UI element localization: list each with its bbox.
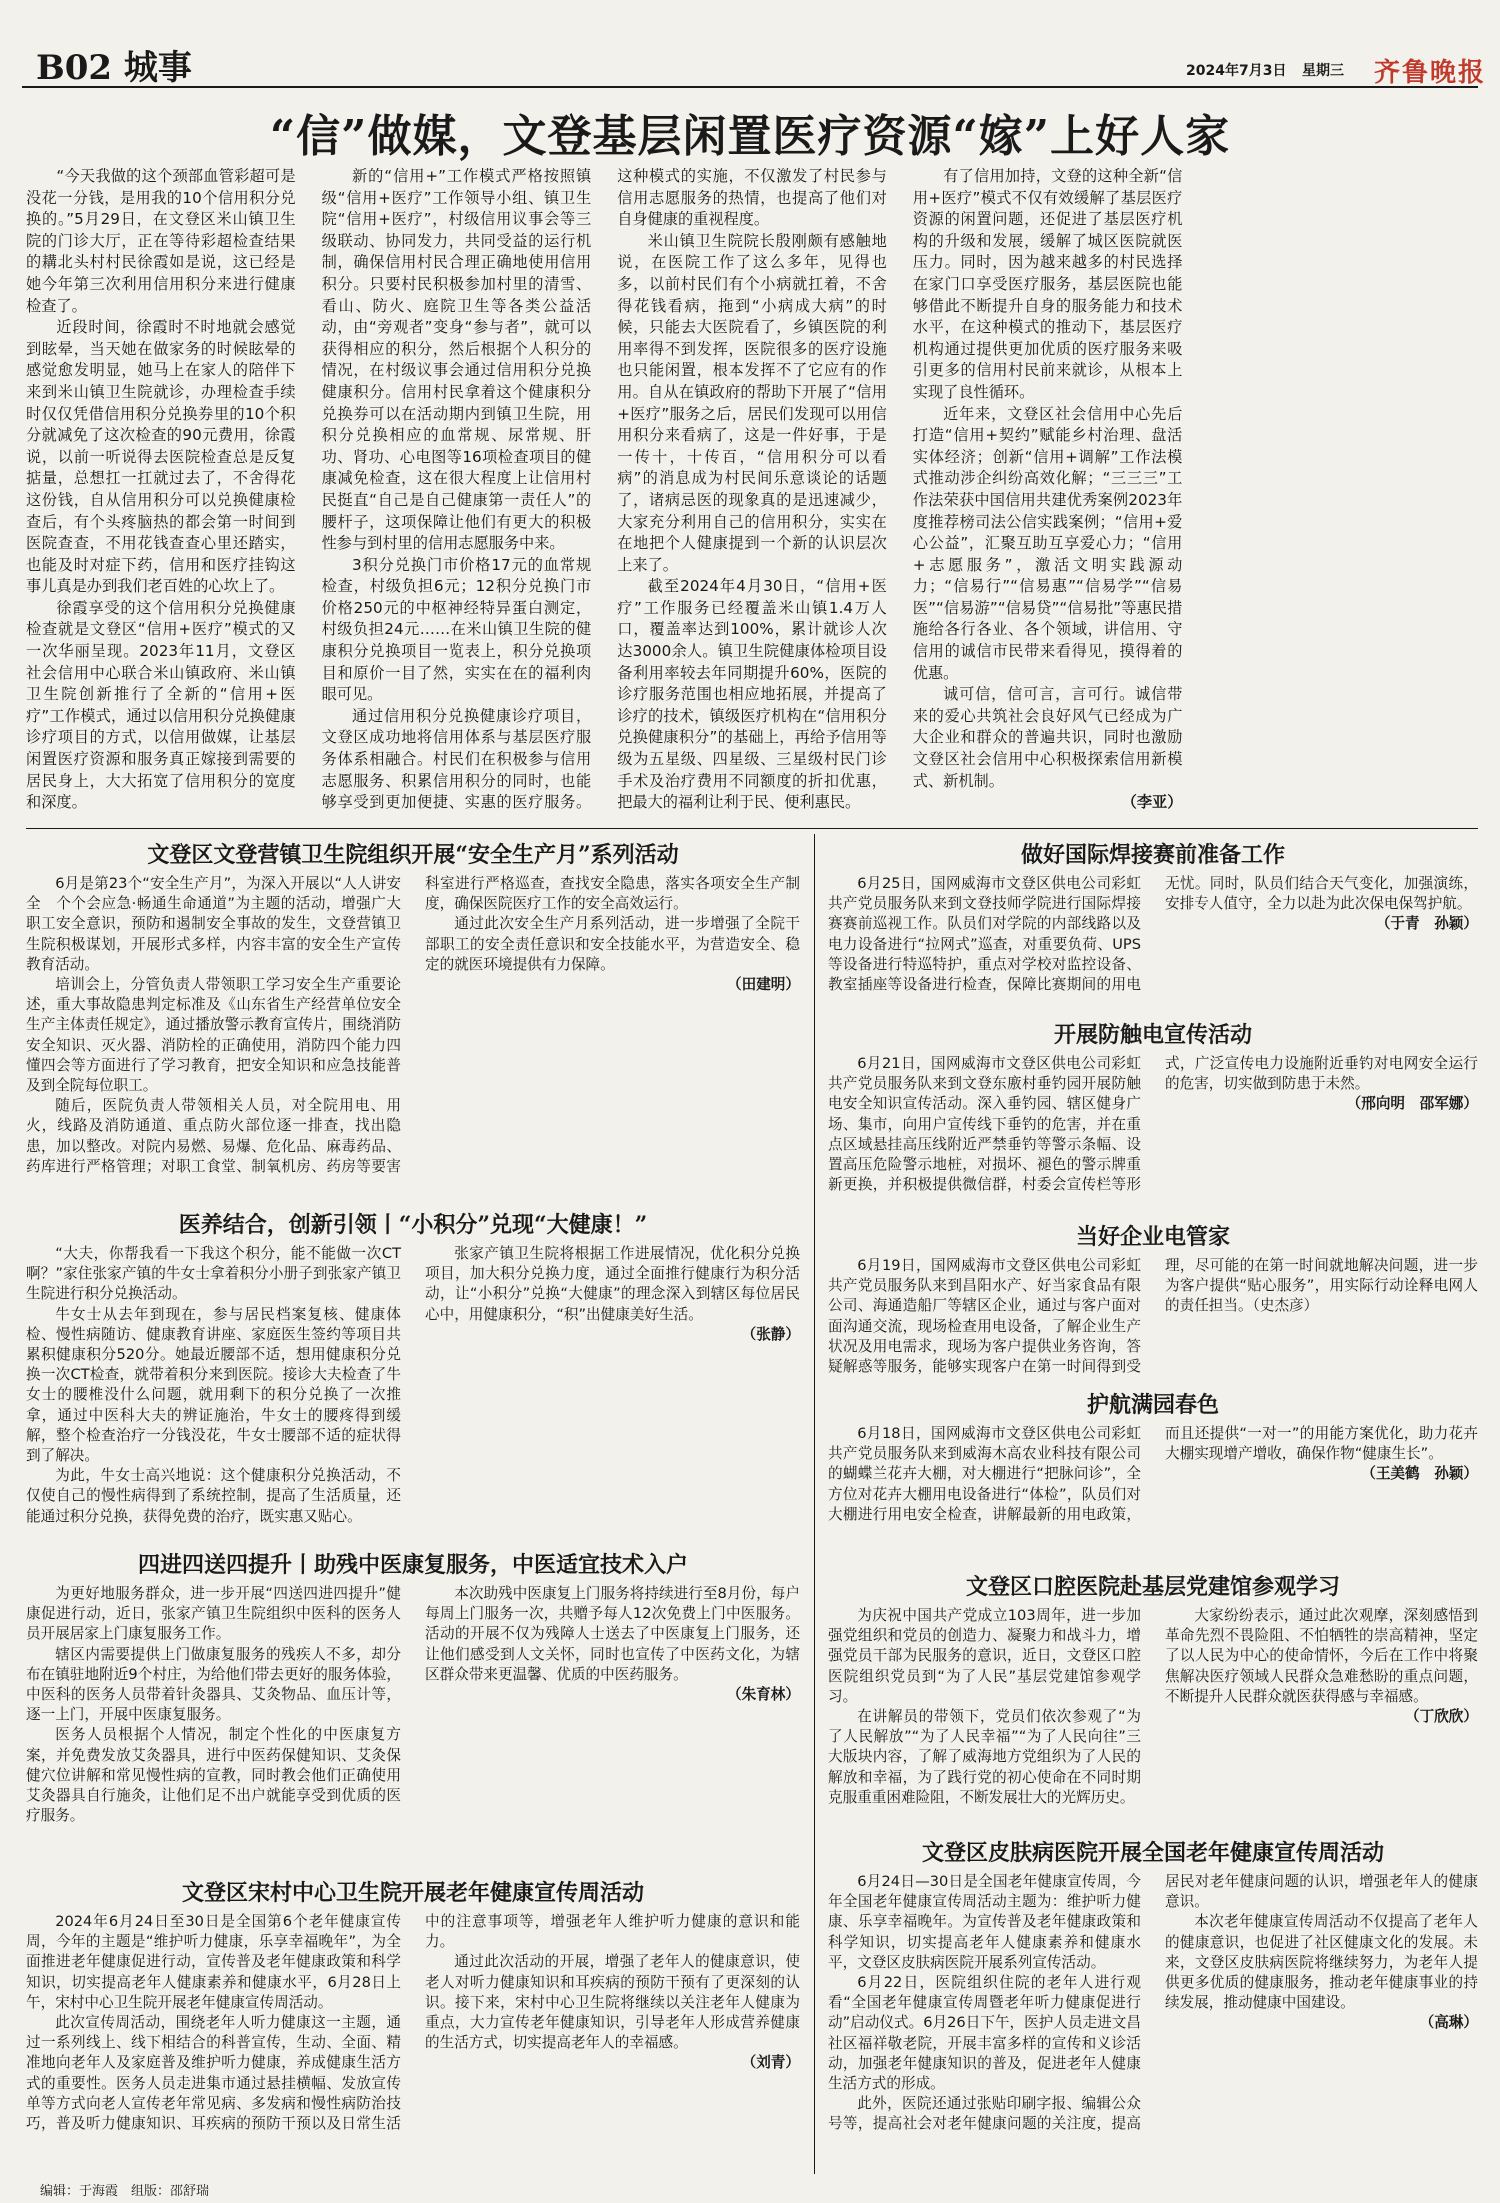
issue-weekday: 星期三 (1302, 63, 1344, 79)
article-author: （丁欣欣） (1405, 1708, 1478, 1726)
article-body (828, 1424, 1478, 1562)
article-title: 护航满园春色 (1086, 1392, 1219, 1418)
footer-credits: 编辑：于海霞 组版：邵舒瑞 (40, 2184, 210, 2199)
lead-paragraph: 3积分兑换门市价格17元的血常规检查，村级负担6元；12积分兑换门市价格250元的中枢神经特异蛋白测定，村级负担24元……在米山镇卫生院的健康积分兑换项目一览表上，积分兑换项目和原价一目了然，实实在在的福利肉眼可见。 (321, 555, 592, 704)
article-elder (26, 1874, 800, 2174)
article-paragraph: 为更好地服务群众，进一步开展“四送四进四提升”健康促进行动，近日，张家产镇卫生院组织中医科的医务人员开展居家上门康复服务工作。 (26, 1585, 401, 1643)
article-body (828, 1256, 1478, 1380)
article-author: （邢向明 邵军娜） (1346, 1095, 1478, 1113)
article-skin (828, 1834, 1478, 2174)
article-anti-touch (828, 1016, 1478, 1216)
article-title: 开展防触电宣传活动 (1053, 1022, 1252, 1048)
article-paragraph: 培训会上，分管负责人带领职工学习安全生产重要论述，重大事故隐患判定标准及《山东省生产经营单位安全生产主体责任规定》，通过播放警示教育宣传片，围绕消防安全知识、灭火器、消防栓的正确使用，消防四个能力四懂四会等方面进行了学习教育，把安全知识和应急技能普及到全院每位职工。 (26, 976, 401, 1095)
article-body (828, 1054, 1478, 1212)
article-paragraph: 6月22日，医院组织住院的老年人进行观看“全国老年健康宣传周暨老年听力健康促进行动”启动仪式。6月26日下午，医护人员走进文昌社区福祥敬老院，开展丰富多样的宣传和义诊活动，加强老年健康知识的普及，促进老年人健康生活方式的形成。 (828, 1974, 1141, 2093)
article-title: 文登区宋村中心卫生院开展老年健康宣传周活动 (181, 1880, 644, 1906)
article-title: 文登区口腔医院赴基层党建馆参观学习 (965, 1574, 1340, 1600)
lead-paragraph: “今天我做的这个颈部血管彩超可是没花一分钱，是用我的10个信用积分兑换的。”5月29日，在文登区米山镇卫生院的门诊大厅，正在等待彩超检查结果的耩北头村村民徐霞如是说，这已经是她今年第三次利用信用积分来进行健康检查了。 (26, 167, 296, 315)
lead-paragraph: 近年来，文登区社会信用中心先后打造“信用+契约”赋能乡村治理、盘活实体经济；创新“信用+调解”工作法模式推动涉企纠纷高效化解；“三三三”工作法荣获中国信用共建优秀案例2023年度推荐榜司法公信实践案例；“信用+爱心公益”，汇聚互助互享爱心力；“信用+志愿服务”，激活文明实践源动力；“信易行”“信易惠”“信易学”“信易医”“信易游”“信易贷”“信易批”等惠民措施给各行各业、各个领域，讲信用、守信用的诚信市民带来看得见，摸得着的优惠。 (912, 404, 1183, 682)
lead-paragraph: 徐霞享受的这个信用积分兑换健康检查就是文登区“信用+医疗”模式的又一次华丽呈现。2023年11月，文登区社会信用中心联合米山镇政府、米山镇卫生院创新推行了全新的“信用+医疗”工作模式，通过以信用积分兑换健康诊疗项目的方式，以信用做媒，让基层闲置医疗资源和服务真正嫁接到需要的居民身上，大大拓宽了信用积分的宽度和深度。 (26, 598, 296, 812)
article-paragraph: 6月18日，国网威海市文登区供电公司彩虹共产党员服务队来到威海木高农业科技有限公司的蝴蝶兰花卉大棚，对大棚进行“把脉问诊”，全方位对花卉大棚用电设备进行“体检”，队员们对大棚进行用电安全检查，讲解最新的用电政策，而且还提供“一对一”的用能方案优化，助力花卉大棚实现增产增收，确保作物“健康生长”。 (828, 1425, 1478, 1523)
article-author: （王美鹤 孙颖） (1361, 1465, 1478, 1483)
article-paragraph: 6月24日—30日是全国老年健康宣传周，今年全国老年健康宣传周活动主题为：维护听力健康、乐享幸福晚年。为宣传普及老年健康政策和科学知识，切实提高老年人健康素养和健康水平，文登区皮肤病医院开展系列宣传活动。 (828, 1873, 1141, 1971)
article-paragraph: 大家纷纷表示，通过此次观摩，深刻感悟到革命先烈不畏险阻、不怕牺牲的崇高精神，坚定了以人民为中心的使命情怀，今后在工作中将聚焦解决医疗领域人民群众急难愁盼的重点问题，不断提升人民群众就医获得感与幸福感。 (1165, 1607, 1478, 1705)
masthead (0, 0, 1500, 88)
article-author: （朱育林） (727, 1686, 800, 1704)
article-paragraph: 医务人员根据个人情况，制定个性化的中医康复方案，并免费发放艾灸器具，进行中医药保健知识、艾灸保健穴位讲解和常见慢性病的宣教，同时教会他们正确使用艾灸器具自行施灸，让他们足不出户就能享受到优质的医疗服务。 (26, 1726, 401, 1825)
lead-paragraph: 截至2024年4月30日，“信用+医疗”工作服务已经覆盖米山镇1.4万人口，覆盖率达到100%，累计就诊人次达3000余人。镇卫生院健康体检项目设备利用率较去年同期提升60%，医院的诊疗服务范围也相应地拓展，并提高了诊疗的技术，镇级医疗机构在“信用积分兑换健康积分”的基础上，再给予信用等级为五星级、四星级、三星级村民门诊手术及治疗费用不同额度的折扣优惠，把最大的福利让利于民、便利惠民。 (617, 577, 887, 812)
article-title: 四进四送四提升丨助残中医康复服务，中医适宜技术入户 (137, 1552, 688, 1578)
article-body (26, 1584, 800, 1866)
article-paragraph: 此外，医院还通过张贴印刷字报、编辑公众号等，提高社会对老年健康问题的关注度，提高居民对老年健康问题的认识，增强老年人的健康意识。 (828, 1873, 1478, 2133)
article-rehab (26, 1546, 800, 1870)
newspaper-logo: 齐鲁晚报 (1374, 58, 1487, 88)
article-paragraph: 6月是第23个“安全生产月”，为深入开展以“人人讲安全 个个会应急·畅通生命通道”为主题的活动，增强广大职工安全意识，预防和遏制安全事故的发生，文登营镇卫生院积极谋划，开展形式多样，内容丰富的安全生产宣传教育活动。 (26, 875, 401, 973)
page-number: B02 城事 (36, 48, 192, 88)
article-paragraph: 通过此次活动的开展，增强了老年人的健康意识，使老人对听力健康知识和耳疾病的预防干预有了更深刻的认识。接下来，宋村中心卫生院将继续以关注老年人健康为重点，大力宣传老年健康知识，引导老年人形成营养健康的生活方式，切实提高老年人的幸福感。 (425, 1953, 800, 2052)
issue-date: 2024年7月3日 (1186, 63, 1287, 79)
article-paragraph: 本次老年健康宣传周活动不仅提高了老年人的健康意识，也促进了社区健康文化的发展。未来，文登区皮肤病医院将继续努力，为老年人提供更多优质的健康服务，推动老年健康事业的持续发展，推动健康中国建设。 (1165, 1913, 1478, 2012)
article-paragraph: 6月21日，国网威海市文登区供电公司彩虹共产党员服务队来到文登东廒村垂钓园开展防触电安全知识宣传活动。深入垂钓园、辖区健身广场、集市，向用户宣传线下垂钓的危害，并在重点区域悬挂高压线附近严禁垂钓等警示条幅、设置高压危险警示地桩，对损坏、褪色的警示牌重新更换，并积极提供微信群，村委会宣传栏等形式，广泛宣传电力设施附近垂钓对电网安全运行的危害，切实做到防患于未然。 (828, 1055, 1478, 1194)
article-body (828, 1872, 1478, 2170)
lead-paragraph: 通过信用积分兑换健康诊疗项目，文登区成功地将信用体系与基层医疗服务体系相融合。村民们在积极参与信用志愿服务、积累信用积分的同时，也能够享受到更加便捷、实惠的医疗服务。这种模式的实施，不仅激发了村民参与信用志愿服务的热情，也提高了他们对自身健康的重视程度。 (321, 167, 887, 812)
article-safety (26, 836, 800, 1202)
article-body (828, 1606, 1478, 1828)
article-author: （于青 孙颖） (1375, 915, 1478, 933)
masthead-rule (22, 86, 1478, 88)
article-paragraph: 6月25日，国网威海市文登区供电公司彩虹共产党员服务队来到文登技师学院进行国际焊接赛赛前巡视工作。队员们对学院的内部线路以及电力设备进行“拉网式”巡查，对重要负荷、UPS等设备进行特巡特护，重点对学校对监控设备、教室插座等设备进行检查，保障比赛期间的用电无忧。同时，队员们结合天气变化，加强演练，安排专人值守，全力以赴为此次保电保驾护航。 (828, 875, 1478, 994)
article-steward (828, 1218, 1478, 1384)
article-points (26, 1206, 800, 1542)
section-divider (26, 828, 1478, 829)
article-title: 做好国际焊接赛前准备工作 (1020, 842, 1285, 868)
article-title: 当好企业电管家 (1075, 1224, 1230, 1250)
article-paragraph: 张家产镇卫生院将根据工作进展情况，优化积分兑换项目，加大积分兑换力度，通过全面推行健康行为积分活动，让“小积分”兑换“大健康”的理念深入到辖区每位居民心中，用健康积分，“积”出健康美好生活。 (425, 1245, 800, 1323)
article-paragraph: 辖区内需要提供上门做康复服务的残疾人不多，却分布在镇驻地附近9个村庄，为给他们带去更好的服务体验，中医科的医务人员带着针灸器具、艾灸物品、血压计等，逐一上门，开展中医康复服务。 (26, 1645, 401, 1724)
article-paragraph: 在讲解员的带领下，党员们依次参观了“为了人民解放”“为了人民幸福”“为了人民向往”三大版块内容，了解了威海地方党组织为了人民的解放和幸福，为了践行党的初心使命在不同时期克服重重困难险阻，不断发展壮大的光辉历史。 (828, 1708, 1141, 1806)
article-paragraph: 牛女士从去年到现在，参与居民档案复核、健康体检、慢性病随访、健康教育讲座、家庭医生签约等项目共累积健康积分520分。她最近腰部不适，想用健康积分兑换一次CT检查，就带着积分来到医院。接诊大夫检查了牛女士的腰椎没什么问题，就用剩下的积分兑换了一次推拿，通过中医科大夫的辨证施治，牛女士的腰疼得到缓解，整个检查治疗一分钱没花，牛女士腰部不适的症状得到了解决。 (26, 1305, 401, 1465)
lead-headline: “信”做媒，文登基层闲置医疗资源“嫁”上好人家 (269, 111, 1231, 162)
lead-paragraph: 有了信用加持，文登的这种全新“信用+医疗”模式不仅有效缓解了基层医疗资源的闲置问题，还促进了基层医疗机构的升级和发展，缓解了城区医院就医压力。同时，因为越来越多的村民选择在家门口享受医疗服务，基层医院也能够借此不断提升自身的服务能力和技术水平，在这种模式的推动下，基层医疗机构通过提供更加优质的医疗服务来吸引更多的信用村民前来就诊，从根本上实现了良性循环。 (912, 167, 1183, 401)
article-title: 文登区皮肤病医院开展全国老年健康宣传周活动 (921, 1840, 1384, 1866)
lead-article-body (26, 166, 1478, 816)
article-author: （田建明） (727, 976, 800, 994)
lead-author: （李亚） (1121, 793, 1183, 812)
lead-paragraph: 新的“信用+”工作模式严格按照镇级“信用+医疗”工作领导小组、镇卫生院“信用+医疗”，村级信用议事会等三级联动、协同发力，共同受益的运行机制，确保信用村民合理正确地使用信用积分。只要村民积极参加村里的清雪、看山、防火、庭院卫生等各类公益活动，由“旁观者”变身“参与者”，就可以获得相应的积分，然后根据个人积分的情况，在村级议事会通过信用积分兑换健康积分。信用村民拿着这个健康积分兑换券可以在活动期内到镇卫生院，用积分兑换相应的血常规、尿常规、肝功、肾功、心电图等16项检查项目的健康减免检查，这在很大程度上让信用村民挺直“自己是自己健康第一责任人”的腰杆子，这项保障让他们有更大的积极性参与到村里的信用志愿服务中来。 (321, 167, 592, 553)
article-paragraph: 此次宣传周活动，围绕老年人听力健康这一主题，通过一系列线上、线下相结合的科普宣传，生动、全面、精准地向老年人及家庭普及维护听力健康，养成健康生活方式的重要性。医务人员走进集市通过悬挂横幅、发放宣传单等方式向老人宣传老年常见病、多发病和慢性病防治技巧，普及听力健康知识、耳疾病的预防干预以及日常生活中的注意事项等，增强老年人维护听力健康的意识和能力。 (26, 1913, 800, 2133)
article-body (26, 874, 800, 1198)
lead-paragraph: 米山镇卫生院院长殷刚颇有感触地说，在医院工作了这么多年，见得也多，以前村民们有个小病就扛着，不舍得花钱看病，拖到“小病成大病”的时候，只能去大医院看了，乡镇医院的利用率得不到发挥，医院很多的医疗设施也只能闲置，根本发挥不了它应有的作用。自从在镇政府的帮助下开展了“信用+医疗”服务之后，居民们发现可以用信用积分来看病了，这是一件好事，于是一传十，十传百，“信用积分可以看病”的消息成为村民间乐意谈论的话题了，诸病忌医的现象真的是迅速减少，大家充分利用自己的信用积分，实实在在地把个人健康提到一个新的认识层次上来了。 (617, 231, 887, 574)
lead-paragraph: 近段时间，徐霞时不时地就会感觉到眩晕，当天她在做家务的时候眩晕的感觉愈发明显，她马上在家人的陪伴下来到米山镇卫生院就诊，办理检查手续时仅仅凭借信用积分兑换券里的10个积分就减免了这次检查的90元费用，徐霞说，以前一听说得去医院检查总是反复掂量，总想扛一扛就过去了，不舍得花这份钱，自从信用积分可以兑换健康检查后，有个头疼脑热的都会第一时间到医院查查，不用花钱查查心里还踏实，也能及时对症下药，信用和医疗挂钩这事儿真是办到我们老百姓的心坎上了。 (26, 318, 296, 596)
article-paragraph: 2024年6月24日至30日是全国第6个老年健康宣传周，今年的主题是“维护听力健康，乐享幸福晚年”，为全面推进老年健康促进行动，宣传普及老年健康政策和科学知识，切实提高老年人健康素养和健康水平，6月28日上午，宋村中心卫生院开展老年健康宣传周活动。 (26, 1913, 401, 2011)
article-author: （刘青） (741, 2054, 800, 2072)
article-paragraph: 为庆祝中国共产党成立103周年，进一步加强党组织和党员的创造力、凝聚力和战斗力，增强党员干部为民服务的意识，近日，文登区口腔医院组织党员到“为了人民”基层党建馆参观学习。 (828, 1607, 1141, 1705)
column-divider (814, 834, 815, 2174)
article-paragraph: 通过此次安全生产月系列活动，进一步增强了全院干部职工的安全责任意识和安全技能水平，为营造安全、稳定的就医环境提供有力保障。 (425, 915, 800, 973)
lead-paragraph: 诚可信，信可言，言可行。诚信带来的爱心共筑社会良好风气已经成为广大企业和群众的普遍共识，同时也激励文登区社会信用中心积极探索信用新模式、新机制。 (912, 685, 1183, 790)
article-welding (828, 836, 1478, 1014)
article-spring (828, 1386, 1478, 1566)
article-dental (828, 1568, 1478, 1832)
article-body (828, 874, 1478, 1010)
article-body (26, 1244, 800, 1538)
article-paragraph: 随后，医院负责人带领相关人员，对全院用电、用火，线路及消防通道、重点防火部位逐一排查，找出隐患，加以整改。对院内易燃、易爆、危化品、麻毒药品、药库进行严格管理；对职工食堂、制氧机房、药房等要害科室进行严格巡查，查找安全隐患，落实各项安全生产制度，确保医院医疗工作的安全高效运行。 (26, 875, 800, 1175)
article-title: 文登区文登营镇卫生院组织开展“安全生产月”系列活动 (147, 842, 679, 868)
article-author: （张静） (741, 1325, 800, 1343)
article-paragraph: 本次助残中医康复上门服务将持续进行至8月份，每户每周上门服务一次，共赠予每人12次免费上门中医服务。活动的开展不仅为残障人士送去了中医康复上门服务，还让他们感受到人文关怀，同时也宣传了中医药文化，为辖区群众带来更温馨、优质的中医药服务。 (425, 1585, 800, 1683)
article-paragraph: “大夫，你帮我看一下我这个积分，能不能做一次CT啊？”家住张家产镇的牛女士拿着积分小册子到张家产镇卫生院进行积分兑换活动。 (26, 1245, 401, 1303)
article-paragraph: 6月19日，国网威海市文登区供电公司彩虹共产党员服务队来到昌阳水产、好当家食品有限公司、海通造船厂等辖区企业，通过与客户面对面沟通交流，现场检查用电设备，了解企业生产状况及用电需求，现场为客户提供业务咨询，答疑解惑等服务，能够实现客户在第一时间得到受理，尽可能的在第一时间就地解决问题，进一步为客户提供“贴心服务”，用实际行动诠释电网人的责任担当。（史杰彦） (828, 1257, 1478, 1376)
article-author: （高琳） (1419, 2014, 1478, 2032)
article-body (26, 1912, 800, 2170)
article-title: 医养结合，创新引领丨“小积分”兑现“大健康！” (178, 1212, 648, 1238)
article-paragraph: 为此，牛女士高兴地说：这个健康积分兑换活动，不仅使自己的慢性病得到了系统控制，提高了生活质量，还能通过积分兑换，获得免费的治疗，既实惠又贴心。 (26, 1467, 401, 1525)
